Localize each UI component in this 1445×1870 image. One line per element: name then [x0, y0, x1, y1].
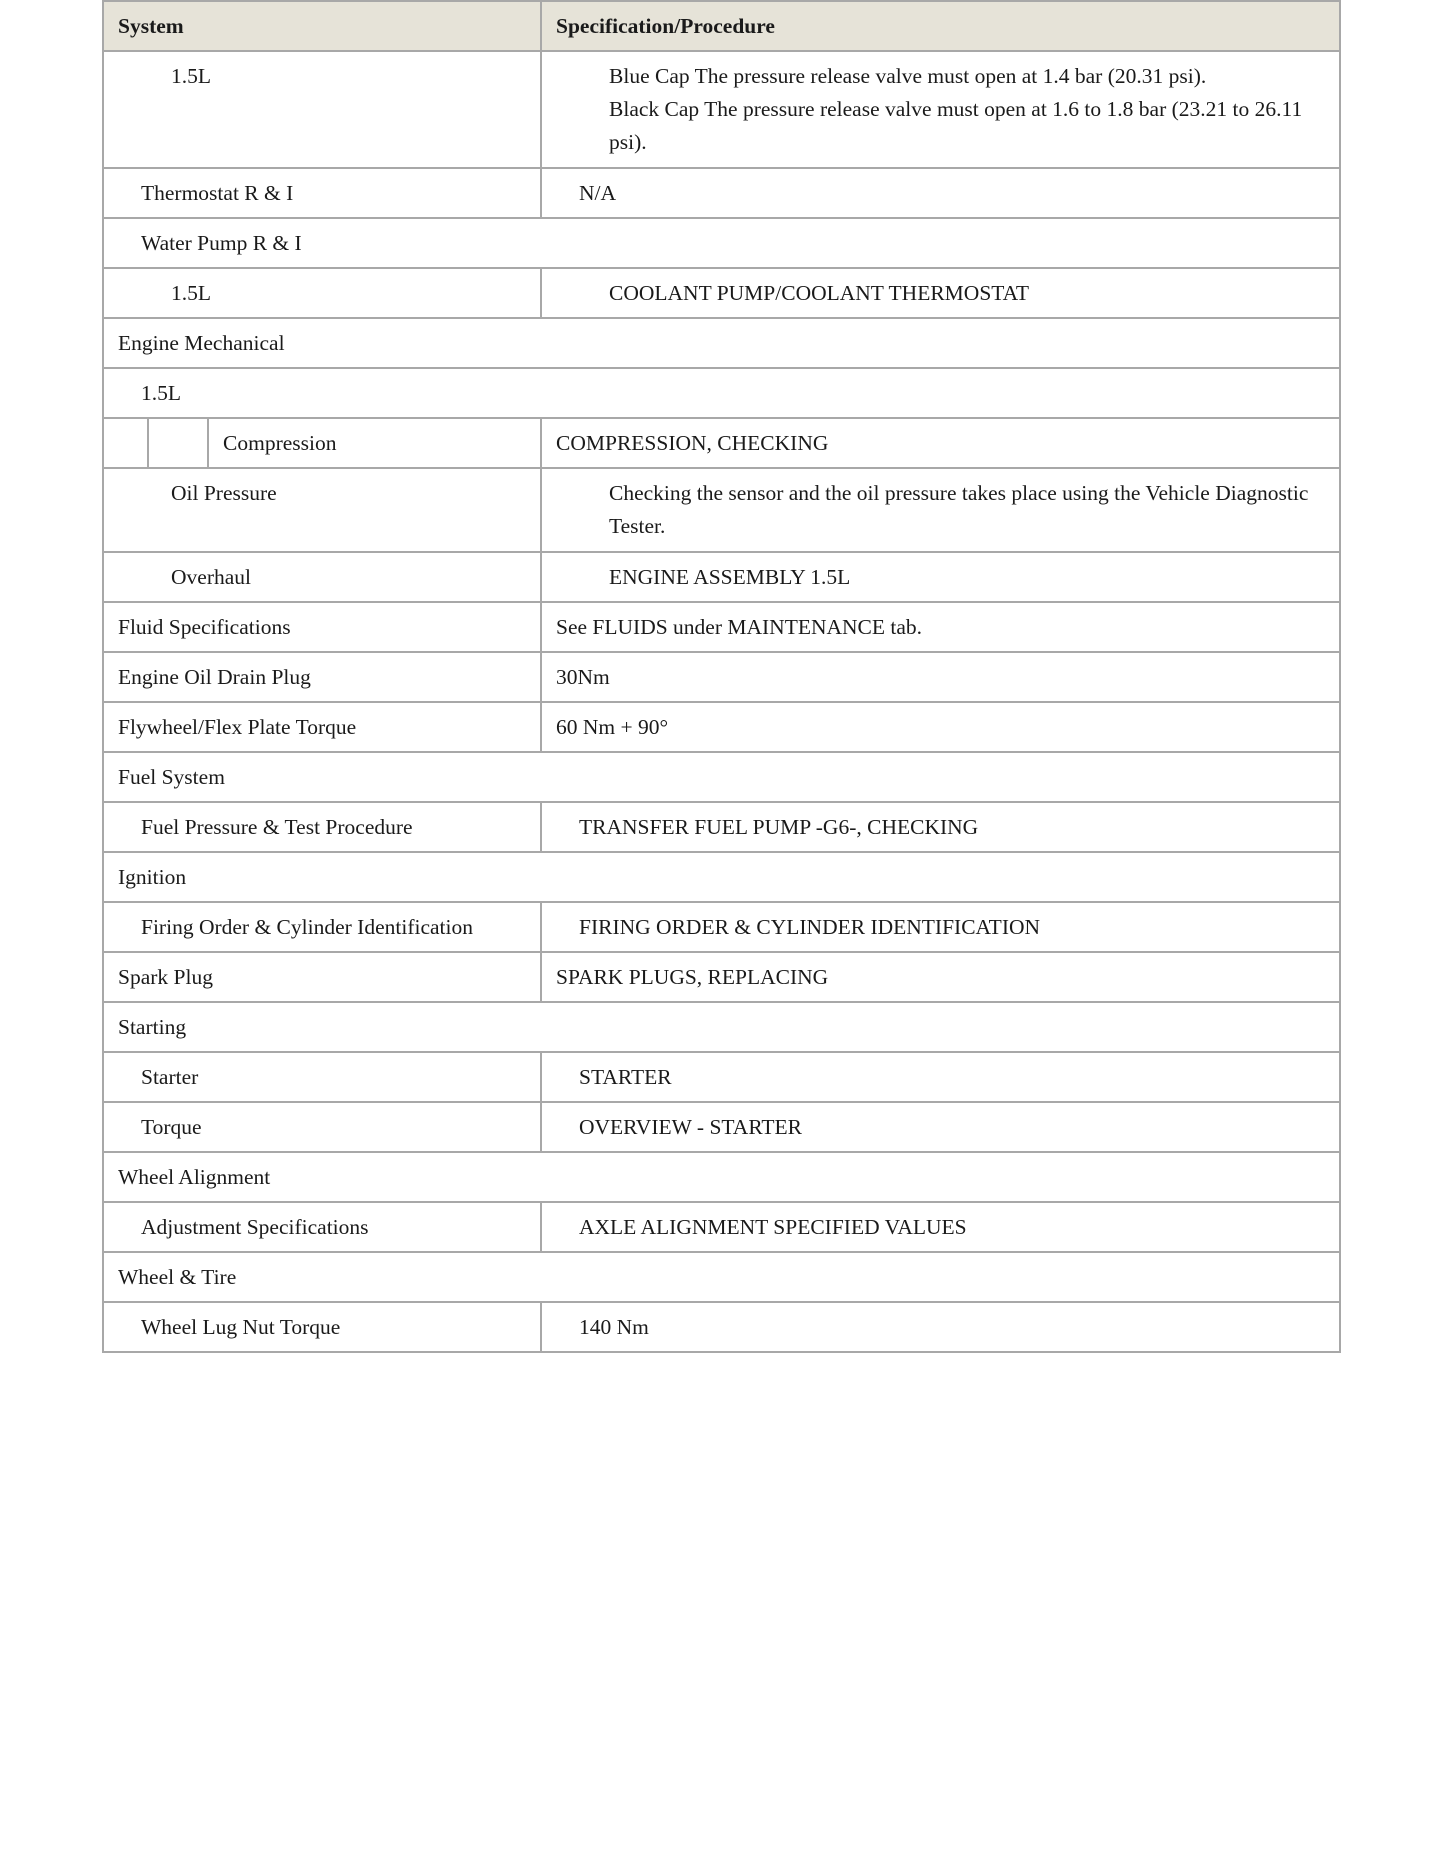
spec-cell: AXLE ALIGNMENT SPECIFIED VALUES — [541, 1202, 1340, 1252]
spec-cell: See FLUIDS under MAINTENANCE tab. — [541, 602, 1340, 652]
system-cell: 1.5L — [103, 268, 541, 318]
table-row — [103, 1152, 1340, 1202]
table-row — [103, 702, 1340, 752]
spec-cell: OVERVIEW - STARTER — [541, 1102, 1340, 1152]
system-cell: Firing Order & Cylinder Identification — [103, 902, 541, 952]
table-header-row — [103, 1, 1340, 51]
system-cell: Adjustment Specifications — [103, 1202, 541, 1252]
section-cell: Ignition — [103, 852, 1340, 902]
table-row — [103, 418, 1340, 468]
system-cell: Fuel Pressure & Test Procedure — [103, 802, 541, 852]
header-specification: Specification/Procedure — [541, 1, 1340, 51]
system-cell — [103, 418, 541, 468]
spec-line: Blue Cap The pressure release valve must open at 1.4 bar (20.31 psi). — [609, 64, 1207, 88]
system-cell: Torque — [103, 1102, 541, 1152]
table-row — [103, 1002, 1340, 1052]
table-row — [103, 218, 1340, 268]
table-row — [103, 1302, 1340, 1352]
table-row — [103, 902, 1340, 952]
table-row — [103, 802, 1340, 852]
table-row — [103, 1102, 1340, 1152]
spec-cell: 30Nm — [541, 652, 1340, 702]
section-cell: Water Pump R & I — [103, 218, 1340, 268]
spec-cell: N/A — [541, 168, 1340, 218]
table-row — [103, 268, 1340, 318]
spacer-cell — [104, 419, 149, 467]
table-row — [103, 752, 1340, 802]
system-label: Compression — [223, 430, 337, 455]
spacer-cell — [149, 419, 209, 467]
table-row — [103, 852, 1340, 902]
table-row — [103, 368, 1340, 418]
header-system: System — [103, 1, 541, 51]
section-cell: Wheel Alignment — [103, 1152, 1340, 1202]
section-cell: 1.5L — [103, 368, 1340, 418]
spec-cell: ENGINE ASSEMBLY 1.5L — [541, 552, 1340, 602]
section-cell: Starting — [103, 1002, 1340, 1052]
spec-cell: FIRING ORDER & CYLINDER IDENTIFICATION — [541, 902, 1340, 952]
table-row — [103, 602, 1340, 652]
spec-cell: 60 Nm + 90° — [541, 702, 1340, 752]
system-cell: Overhaul — [103, 552, 541, 602]
system-cell: Oil Pressure — [103, 468, 541, 552]
spec-cell — [541, 51, 1340, 168]
system-cell: Engine Oil Drain Plug — [103, 652, 541, 702]
system-cell: Flywheel/Flex Plate Torque — [103, 702, 541, 752]
spec-cell: STARTER — [541, 1052, 1340, 1102]
table-row — [103, 318, 1340, 368]
spec-line: Black Cap The pressure release valve must open at 1.6 to 1.8 bar (23.21 to 26.11 psi). — [609, 97, 1303, 154]
table-row — [103, 51, 1340, 168]
spec-cell: SPARK PLUGS, REPLACING — [541, 952, 1340, 1002]
system-cell: Wheel Lug Nut Torque — [103, 1302, 541, 1352]
table-row — [103, 468, 1340, 552]
table-row — [103, 652, 1340, 702]
spec-cell: COOLANT PUMP/COOLANT THERMOSTAT — [541, 268, 1340, 318]
table-row — [103, 552, 1340, 602]
table-row — [103, 952, 1340, 1002]
section-cell: Fuel System — [103, 752, 1340, 802]
spec-cell: TRANSFER FUEL PUMP -G6-, CHECKING — [541, 802, 1340, 852]
spec-cell: COMPRESSION, CHECKING — [541, 418, 1340, 468]
table-row — [103, 168, 1340, 218]
table-row — [103, 1202, 1340, 1252]
section-cell: Engine Mechanical — [103, 318, 1340, 368]
system-cell: Fluid Specifications — [103, 602, 541, 652]
table-row — [103, 1252, 1340, 1302]
table-row — [103, 1052, 1340, 1102]
system-cell: Spark Plug — [103, 952, 541, 1002]
system-cell: Thermostat R & I — [103, 168, 541, 218]
section-cell: Wheel & Tire — [103, 1252, 1340, 1302]
system-cell: 1.5L — [103, 51, 541, 168]
system-cell: Starter — [103, 1052, 541, 1102]
spec-cell: Checking the sensor and the oil pressure takes place using the Vehicle Diagnostic Tester. — [541, 468, 1340, 552]
specification-table — [102, 0, 1341, 1353]
spec-cell: 140 Nm — [541, 1302, 1340, 1352]
